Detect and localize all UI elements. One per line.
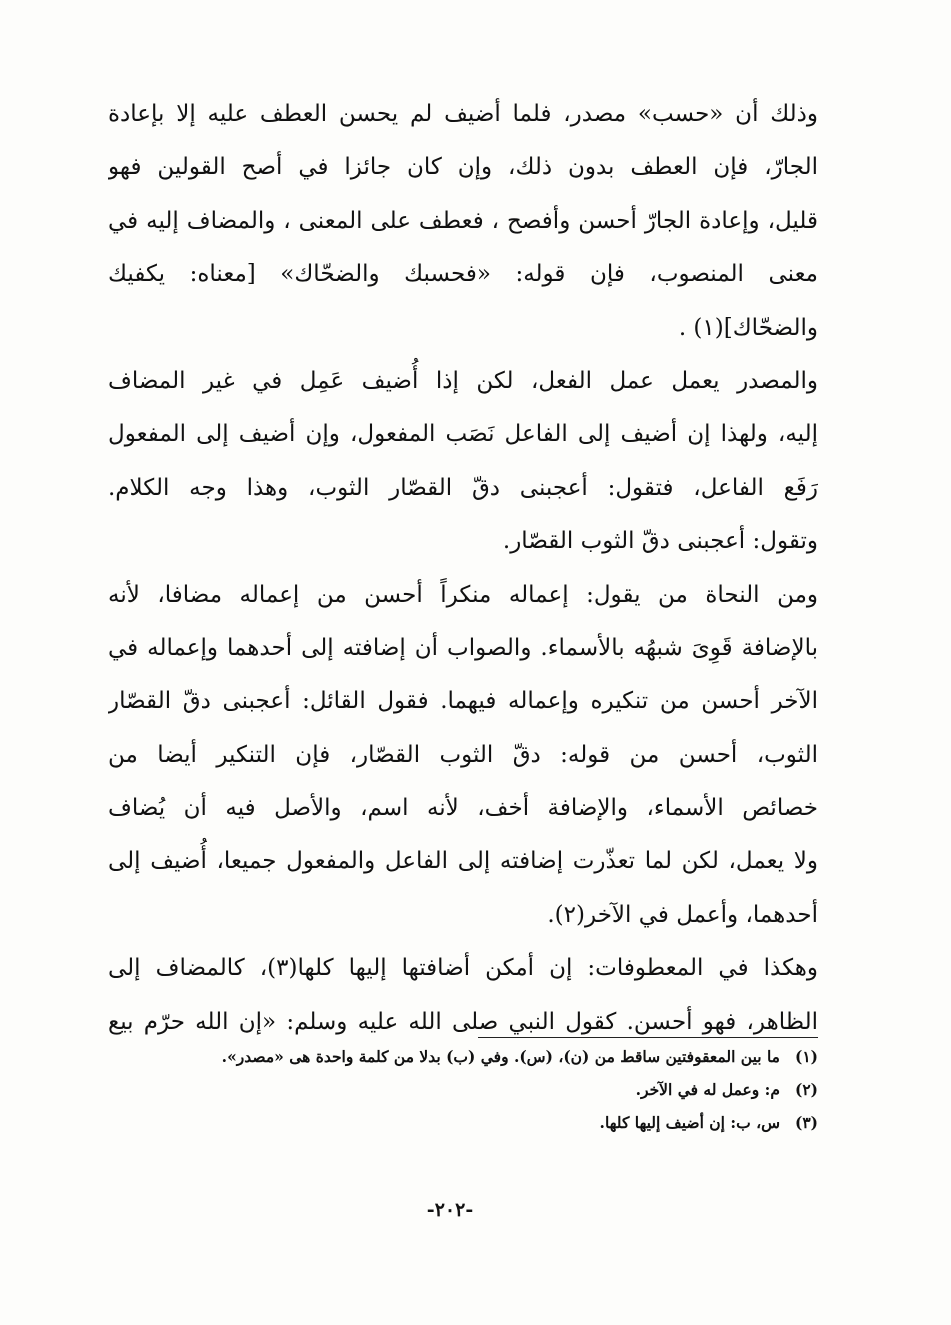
text-line: الآخر أحسن من تنكيره وإعماله فيهما. فقول القائل: أعجبنى دقّ القصّار (108, 688, 818, 715)
footnotes (108, 1040, 818, 1139)
footnote-number: (١) (794, 1047, 818, 1066)
footnote (108, 1106, 818, 1139)
footnote-text: م: وعمل له في الآخر. (635, 1080, 780, 1099)
footnote (108, 1040, 818, 1073)
text-line: أحدهما، وأعمل في الآخر(٢). (547, 901, 818, 928)
text-line: وتقول: أعجبنى دقّ الثوب القصّار. (502, 528, 818, 555)
text-line: ولا يعمل، لكن لما تعذّرت إضافته إلى الفاعل والمفعول جميعا، أُضيف إلى (108, 848, 818, 875)
text-line: وذلك أن «حسب» مصدر، فلما أضيف لم يحسن العطف عليه إلا بإعادة (108, 101, 818, 127)
footnote (108, 1073, 818, 1106)
page-number: -٢٠٢- (426, 1199, 474, 1221)
text-line: والمصدر يعمل عمل الفعل، لكن إذا أُضيف عَمِل في غير المضاف (108, 367, 818, 394)
text-line: الجارّ، فإن العطف بدون ذلك، وإن كان جائزا في أصح القولين فهو (108, 154, 818, 181)
text-line: ومن النحاة من يقول: إعماله منكراً أحسن من إعماله مضافا، لأنه (108, 581, 818, 608)
footnote-separator (478, 1037, 818, 1038)
footnote-text: س، ب: إن أضيف إليها كلها. (599, 1113, 780, 1132)
footnote-text: ما بين المعقوفتين ساقط من (ن)، (س). وفي (ب) بدلا من كلمة واحدة هى «مصدر». (221, 1047, 780, 1066)
text-line: قليل، وإعادة الجارّ أحسن وأفصح ، فعطف على المعنى ، والمضاف إليه في (108, 207, 818, 234)
text-line: الظاهر، فهو أحسن. كقول النبي صلى الله عليه وسلم: «إن الله حرّم بيع (108, 1008, 818, 1035)
footnote-number: (٢) (794, 1080, 818, 1099)
text-line: والضحّاك](١) . (678, 314, 818, 341)
text-line: وهكذا في المعطوفات: إن أمكن أضافتها إليها كلها(٣)، كالمضاف إلى (108, 955, 818, 982)
footnote-number: (٣) (794, 1113, 818, 1132)
text-line: إليه، ولهذا إن أضيف إلى الفاعل نَصَب المفعول، وإن أضيف إلى المفعول (108, 421, 818, 448)
body-text (108, 88, 818, 1049)
text-line: الثوب، أحسن من قوله: دقّ الثوب القصّار، فإن التنكير أيضا من (108, 741, 818, 768)
text-line: خصائص الأسماء، والإضافة أخف، لأنه اسم، والأصل فيه أن يُضاف (108, 795, 818, 822)
text-line: رَفَع الفاعل، فتقول: أعجبنى دقّ القصّار الثوب، وهذا وجه الكلام. (108, 474, 818, 501)
text-line: معنى المنصوب، فإن قوله: «فحسبك والضحّاك» [معناه: يكفيك (108, 261, 818, 288)
text-line: بالإضافة قَوِىَ شبهُه بالأسماء. والصواب أن إضافته إلى أحدهما وإعماله في (108, 634, 818, 661)
